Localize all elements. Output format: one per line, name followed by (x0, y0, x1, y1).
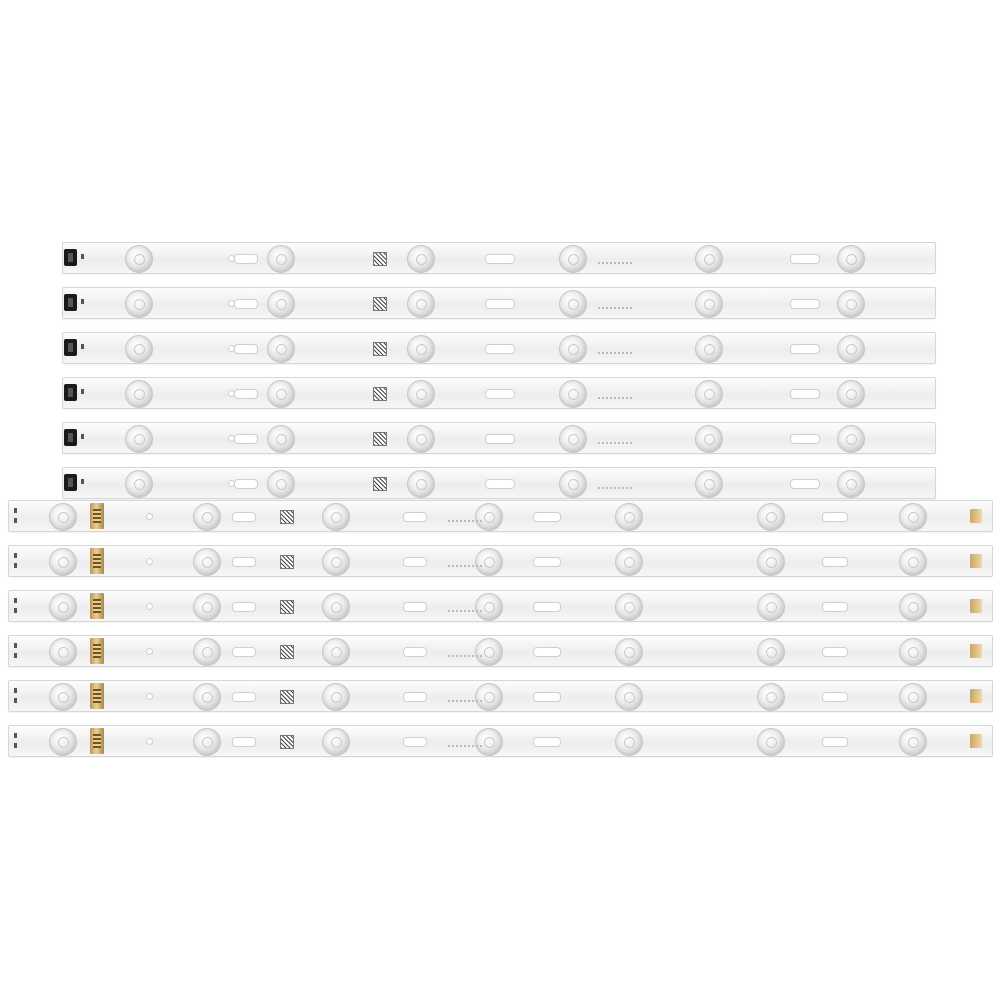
led-lens-icon (125, 380, 153, 408)
led-lens-icon (475, 683, 503, 711)
led-lens-icon (899, 593, 927, 621)
board-marking (448, 745, 482, 747)
led-lens-icon (695, 470, 723, 498)
connector-end-icon (970, 734, 982, 748)
board-marking (448, 700, 482, 702)
connector-black-icon (64, 294, 77, 311)
led-lens-icon (615, 503, 643, 531)
mount-hole (146, 648, 153, 655)
connector-pin (14, 608, 17, 613)
led-lens-icon (615, 683, 643, 711)
led-lens-icon (559, 380, 587, 408)
led-lens-icon (899, 548, 927, 576)
led-lens-icon (407, 380, 435, 408)
mount-slot (822, 692, 848, 702)
led-strip-long (8, 545, 993, 577)
mount-slot (533, 737, 561, 747)
mount-slot (234, 254, 258, 264)
led-lens-icon (837, 425, 865, 453)
connector-pin (14, 653, 17, 658)
mount-slot (232, 737, 256, 747)
mount-slot (403, 602, 427, 612)
mount-slot (822, 557, 848, 567)
connector-pin (14, 508, 17, 513)
led-lens-icon (559, 335, 587, 363)
led-lens-icon (837, 335, 865, 363)
mount-slot (234, 434, 258, 444)
led-lens-icon (899, 728, 927, 756)
mount-slot (485, 299, 515, 309)
led-lens-icon (267, 380, 295, 408)
led-lens-icon (757, 593, 785, 621)
led-lens-icon (322, 593, 350, 621)
led-lens-icon (615, 548, 643, 576)
led-lens-icon (837, 290, 865, 318)
mount-slot (485, 344, 515, 354)
mount-hole (146, 513, 153, 520)
led-lens-icon (322, 728, 350, 756)
mount-slot (232, 692, 256, 702)
led-lens-icon (322, 683, 350, 711)
mount-slot (232, 512, 256, 522)
qr-code-icon (373, 342, 387, 356)
connector-end-icon (970, 689, 982, 703)
connector-pin (81, 299, 84, 304)
mount-slot (822, 647, 848, 657)
led-lens-icon (407, 425, 435, 453)
led-lens-icon (695, 335, 723, 363)
mount-slot (533, 692, 561, 702)
led-lens-icon (267, 290, 295, 318)
mount-slot (485, 389, 515, 399)
mount-slot (790, 299, 820, 309)
mount-slot (485, 254, 515, 264)
led-lens-icon (695, 380, 723, 408)
led-strip-long (8, 590, 993, 622)
board-marking (598, 397, 632, 399)
led-lens-icon (695, 245, 723, 273)
led-lens-icon (193, 683, 221, 711)
led-lens-icon (475, 593, 503, 621)
led-strip-short (62, 377, 936, 409)
led-lens-icon (322, 503, 350, 531)
qr-code-icon (280, 555, 294, 569)
led-lens-icon (322, 638, 350, 666)
board-marking (598, 352, 632, 354)
led-lens-icon (695, 290, 723, 318)
mount-hole (146, 738, 153, 745)
led-lens-icon (615, 638, 643, 666)
led-lens-icon (475, 503, 503, 531)
board-marking (448, 610, 482, 612)
led-lens-icon (125, 335, 153, 363)
led-lens-icon (125, 290, 153, 318)
led-lens-icon (267, 245, 295, 273)
qr-code-icon (373, 432, 387, 446)
led-lens-icon (407, 470, 435, 498)
led-lens-icon (49, 638, 77, 666)
mount-slot (822, 602, 848, 612)
connector-pin (81, 344, 84, 349)
mount-slot (485, 479, 515, 489)
led-lens-icon (757, 683, 785, 711)
led-strip-long (8, 500, 993, 532)
board-marking (448, 655, 482, 657)
led-lens-icon (475, 548, 503, 576)
led-lens-icon (407, 290, 435, 318)
mount-slot (232, 557, 256, 567)
led-lens-icon (837, 245, 865, 273)
connector-black-icon (64, 429, 77, 446)
connector-pin (81, 389, 84, 394)
led-lens-icon (193, 593, 221, 621)
qr-code-icon (373, 477, 387, 491)
led-lens-icon (899, 683, 927, 711)
connector-end-icon (970, 554, 982, 568)
mount-slot (232, 647, 256, 657)
connector-pin (14, 563, 17, 568)
mount-slot (822, 737, 848, 747)
connector-pin (14, 733, 17, 738)
led-lens-icon (407, 335, 435, 363)
qr-code-icon (373, 387, 387, 401)
connector-pin (81, 479, 84, 484)
mount-hole (146, 558, 153, 565)
led-lens-icon (475, 638, 503, 666)
led-strip-short (62, 422, 936, 454)
board-marking (598, 487, 632, 489)
led-lens-icon (899, 638, 927, 666)
mount-slot (533, 557, 561, 567)
mount-hole (146, 693, 153, 700)
led-lens-icon (407, 245, 435, 273)
connector-gold-icon (90, 638, 104, 664)
led-lens-icon (267, 335, 295, 363)
mount-slot (403, 557, 427, 567)
led-lens-icon (125, 425, 153, 453)
mount-slot (403, 692, 427, 702)
led-lens-icon (267, 425, 295, 453)
board-marking (448, 520, 482, 522)
led-lens-icon (695, 425, 723, 453)
qr-code-icon (373, 297, 387, 311)
qr-code-icon (373, 252, 387, 266)
connector-end-icon (970, 509, 982, 523)
connector-gold-icon (90, 503, 104, 529)
qr-code-icon (280, 645, 294, 659)
led-lens-icon (193, 548, 221, 576)
mount-slot (790, 344, 820, 354)
connector-black-icon (64, 474, 77, 491)
connector-black-icon (64, 339, 77, 356)
led-strip-short (62, 332, 936, 364)
led-lens-icon (193, 503, 221, 531)
mount-slot (822, 512, 848, 522)
led-lens-icon (49, 503, 77, 531)
led-lens-icon (49, 548, 77, 576)
led-lens-icon (475, 728, 503, 756)
led-lens-icon (193, 638, 221, 666)
connector-gold-icon (90, 728, 104, 754)
mount-slot (790, 479, 820, 489)
mount-slot (790, 434, 820, 444)
led-strip-long (8, 635, 993, 667)
connector-pin (14, 598, 17, 603)
led-lens-icon (125, 245, 153, 273)
connector-gold-icon (90, 548, 104, 574)
connector-black-icon (64, 249, 77, 266)
mount-slot (232, 602, 256, 612)
led-lens-icon (757, 638, 785, 666)
led-lens-icon (757, 503, 785, 531)
connector-pin (14, 518, 17, 523)
led-lens-icon (559, 290, 587, 318)
led-lens-icon (615, 593, 643, 621)
connector-gold-icon (90, 683, 104, 709)
connector-black-icon (64, 384, 77, 401)
mount-slot (533, 647, 561, 657)
qr-code-icon (280, 735, 294, 749)
led-lens-icon (125, 470, 153, 498)
led-lens-icon (559, 425, 587, 453)
led-lens-icon (49, 593, 77, 621)
connector-pin (14, 553, 17, 558)
led-lens-icon (267, 470, 295, 498)
board-marking (598, 262, 632, 264)
mount-slot (234, 479, 258, 489)
mount-slot (485, 434, 515, 444)
connector-pin (14, 643, 17, 648)
led-lens-icon (49, 728, 77, 756)
led-strip-short (62, 287, 936, 319)
connector-pin (81, 434, 84, 439)
mount-slot (403, 647, 427, 657)
qr-code-icon (280, 510, 294, 524)
mount-slot (403, 737, 427, 747)
led-lens-icon (615, 728, 643, 756)
mount-slot (790, 254, 820, 264)
mount-slot (234, 299, 258, 309)
led-lens-icon (837, 380, 865, 408)
led-lens-icon (899, 503, 927, 531)
mount-hole (146, 603, 153, 610)
connector-pin (14, 743, 17, 748)
connector-pin (14, 698, 17, 703)
mount-slot (533, 602, 561, 612)
qr-code-icon (280, 600, 294, 614)
led-strip-long (8, 680, 993, 712)
led-strip-short (62, 467, 936, 499)
led-lens-icon (757, 548, 785, 576)
mount-slot (403, 512, 427, 522)
board-marking (598, 307, 632, 309)
connector-end-icon (970, 599, 982, 613)
mount-slot (790, 389, 820, 399)
led-lens-icon (322, 548, 350, 576)
connector-gold-icon (90, 593, 104, 619)
connector-end-icon (970, 644, 982, 658)
board-marking (598, 442, 632, 444)
led-lens-icon (559, 470, 587, 498)
qr-code-icon (280, 690, 294, 704)
connector-pin (14, 688, 17, 693)
mount-slot (234, 344, 258, 354)
mount-slot (234, 389, 258, 399)
led-lens-icon (837, 470, 865, 498)
board-marking (448, 565, 482, 567)
mount-slot (533, 512, 561, 522)
led-lens-icon (193, 728, 221, 756)
led-lens-icon (49, 683, 77, 711)
led-lens-icon (559, 245, 587, 273)
led-strip-long (8, 725, 993, 757)
led-strip-short (62, 242, 936, 274)
connector-pin (81, 254, 84, 259)
led-lens-icon (757, 728, 785, 756)
